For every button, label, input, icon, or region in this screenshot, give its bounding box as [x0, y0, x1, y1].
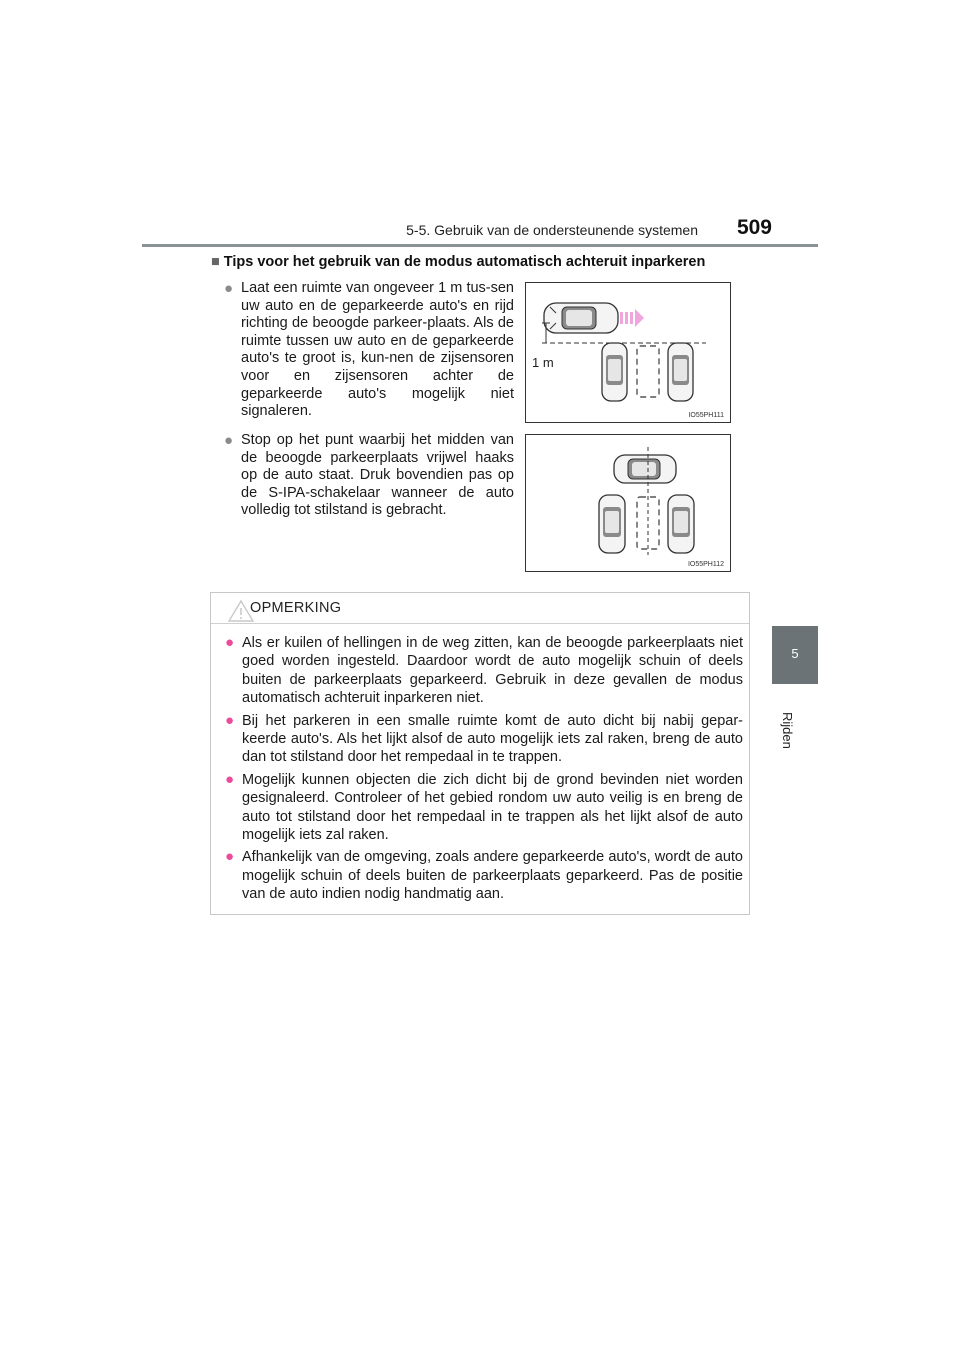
section-heading	[211, 254, 705, 270]
caution-item	[225, 848, 743, 903]
section-heading-text: Tips voor het gebruik van de modus automatisch achteruit inparkeren	[223, 254, 706, 270]
header-divider	[142, 244, 818, 247]
figure-code: IO55PH112	[687, 561, 724, 568]
chapter-label: Rijden	[780, 712, 795, 749]
caution-text: Als er kuilen of hellingen in de weg zitten, kan de beoogde parkeerplaats niet goed worden ingesteld. Daardoor wordt de auto mogelijk schuin of deels buiten de parkeerplaats geparkeerd. Gebruik in deze gevallen de modus automatisch achteruit inparkeren niet.	[242, 635, 743, 707]
tip-text: Laat een ruimte van ongeveer 1 m tus-sen uw auto en de geparkeerde auto's en rijd richting de beoogde parkeer-plaats. Als de ruimte tussen uw auto en de geparkeerde auto's te groot is, kun-nen de zijsensoren voor en zijsensoren achter de geparkeerde auto's mogelijk niet signaleren.	[241, 280, 514, 420]
caution-list	[225, 634, 743, 908]
parked-car-left	[599, 495, 625, 553]
square-bullet-icon: ■	[211, 254, 220, 270]
bullet-dot-icon: ●	[225, 770, 235, 788]
distance-label: 1 m	[532, 355, 554, 370]
parking-stop-figure	[525, 434, 731, 572]
tip-item	[224, 432, 514, 520]
section-title: 5-5. Gebruik van de ondersteunende systemen	[406, 222, 698, 238]
chapter-tab	[772, 626, 818, 684]
caution-text: Mogelijk kunnen objecten die zich dicht bij de grond bevinden niet worden gesignaleerd. Controleer of het gebied rondom uw auto veilig is en breng de auto tot stilstand door het rempedaal in te trappen als het lijkt alsof de auto mogelijk iets zal raken.	[242, 771, 743, 844]
target-parking-space	[637, 346, 659, 397]
car-top-view-moving	[544, 303, 618, 333]
tip-item	[224, 280, 514, 421]
caution-text: Afhankelijk van de omgeving, zoals andere geparkeerde auto's, wordt de auto mogelijk schuin of deels buiten de parkeerplaats geparkeerd. Pas de positie van de auto indien nodig handmatig aan.	[242, 849, 743, 903]
caution-text: Bij het parkeren in een smalle ruimte komt de auto dicht bij nabij gepar-keerde auto's. Als het lijkt alsof de auto mogelijk iets zal raken, breng de auto dan tot stilstand door het rempedaal in te trappen.	[242, 712, 743, 766]
chapter-number: 5	[791, 646, 799, 661]
parked-car-left	[602, 343, 627, 401]
bullet-dot-icon: ●	[225, 848, 235, 866]
bullet-dot-icon: ●	[225, 711, 235, 729]
bullet-dot-icon: ●	[224, 432, 234, 449]
caution-item	[225, 771, 743, 845]
tip-text: Stop op het punt waarbij het midden van de beoogde parkeerplaats vrijwel haaks op de auto staat. Druk bovendien pas op de S-IPA-schakelaar wanneer de auto volledig tot stilstand is gebracht.	[241, 432, 514, 519]
caution-item	[225, 634, 743, 708]
figure-code: IO55PH111	[688, 412, 724, 419]
caution-box	[210, 592, 750, 915]
parking-stop-diagram	[526, 435, 730, 571]
parking-approach-diagram	[526, 283, 730, 422]
parked-car-right	[668, 343, 693, 401]
bullet-dot-icon: ●	[224, 280, 234, 297]
direction-arrow-icon	[620, 309, 644, 327]
parked-car-right	[668, 495, 694, 553]
caution-item	[225, 712, 743, 767]
parking-approach-figure	[525, 282, 731, 423]
car-top-view-stopped	[614, 455, 676, 483]
bullet-dot-icon: ●	[225, 634, 235, 651]
page-header	[142, 212, 818, 246]
page-number: 509	[736, 216, 772, 239]
caution-title: OPMERKING	[250, 600, 342, 616]
caution-divider	[211, 623, 749, 624]
